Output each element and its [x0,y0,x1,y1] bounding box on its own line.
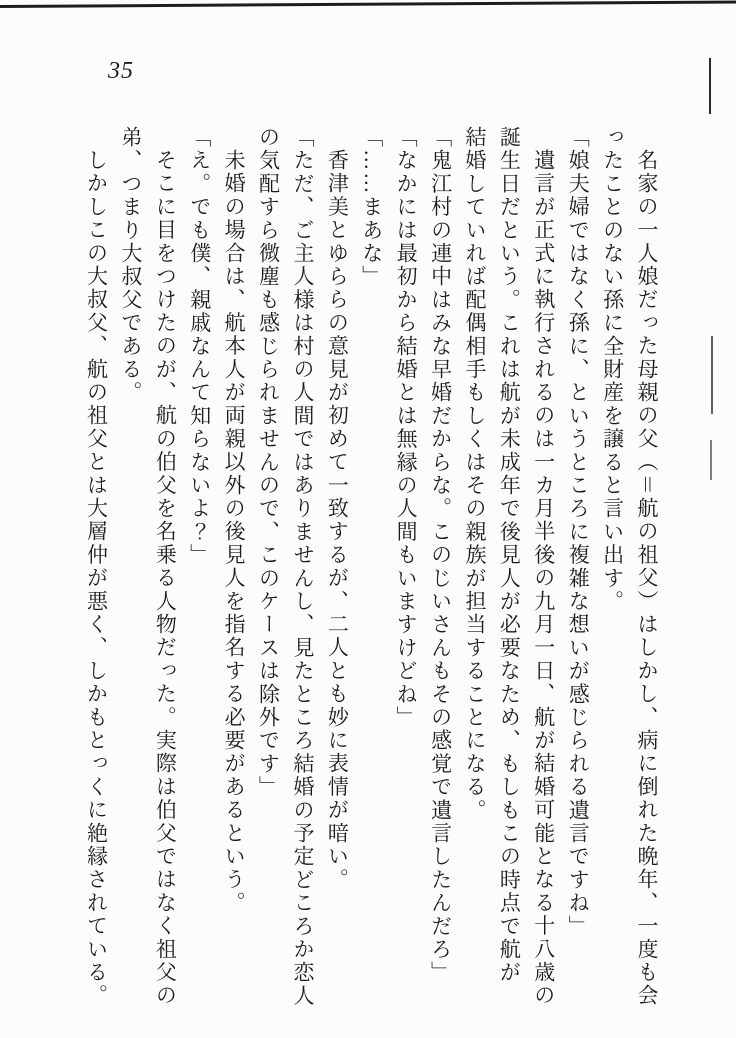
text-line: 「……まあな」 [359,126,384,289]
scan-artifact [710,440,712,480]
text-line: 「ただ、ご主人様は村の人間ではありませんし、見たところ結婚の予定どころか恋人 [290,126,315,1008]
text-line: ったことのない孫に全財産を譲ると言い出す。 [600,126,625,614]
page-number: 35 [108,58,134,84]
page-text [79,126,664,1026]
text-line: 香津美とゆららの意見が初めて一致するが、二人とも妙に表情が暗い。 [325,149,350,892]
text-line: 「なかには最初から結婚とは無縁の人間もいますけどね」 [394,126,419,730]
scan-artifact [711,336,713,414]
text-line: 「え。でも僕、親戚なんて知らないよ？」 [187,126,212,567]
text-line: しかしこの大叔父、航の祖父とは大層仲が悪く、しかもとっくに絶縁されている。 [84,149,109,1008]
text-line: 「鬼江村の連中はみな早婚だからな。このじいさんもその感覚で遺言したんだろ」 [428,126,453,985]
text-line: 誕生日だという。これは航が未成年で後見人が必要なため、もしもこの時点で航が [497,126,522,985]
text-line: 「娘夫婦ではなく孫に、というところに複雑な想いが感じられる遺言ですね」 [566,126,591,938]
text-line: 未婚の場合は、航本人が両親以外の後見人を指名する必要があるという。 [222,149,247,915]
scan-artifact [709,58,711,114]
text-line: 遺言が正式に執行されるのは一カ月半後の九月一日、航が結婚可能となる十八歳の [531,149,556,1008]
text-line: の気配すら微塵も感じられませんので、このケースは除外です」 [256,126,281,799]
text-line: 弟、つまり大叔父である。 [118,126,143,405]
text-line: そこに目をつけたのが、航の伯父を名乗る人物だった。実際は伯父ではなく祖父の [153,149,178,1008]
text-line: 結婚していれば配偶相手もしくはその親族が担当することになる。 [462,126,487,822]
text-line: 名家の一人娘だった母親の父（＝航の祖父）はしかし、病に倒れた晩年、一度も会 [635,149,659,1008]
page-top-edge-line [0,0,736,7]
